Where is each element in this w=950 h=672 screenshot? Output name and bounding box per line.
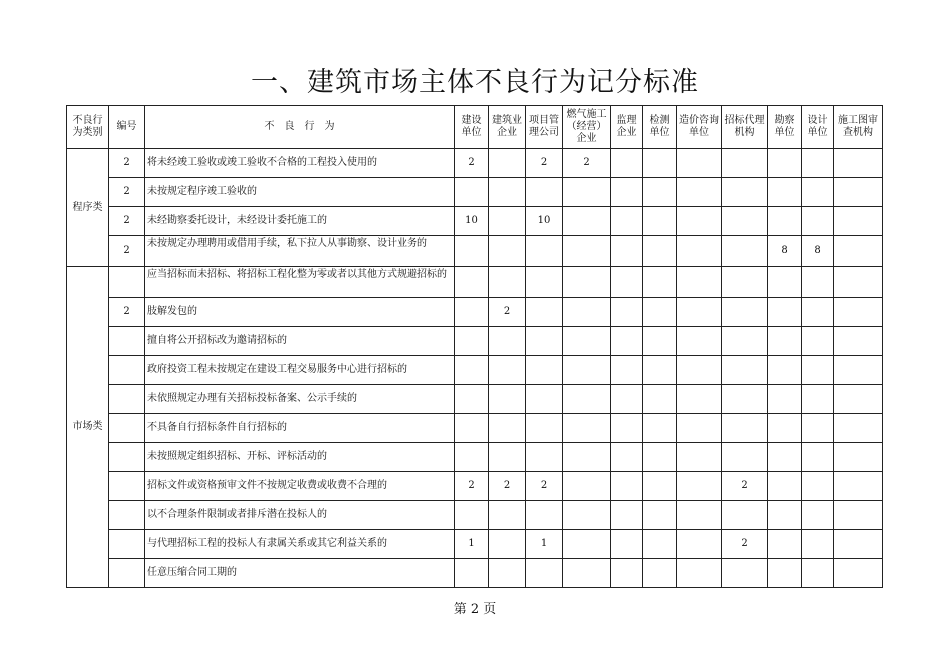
score-cell [722, 559, 768, 588]
behavior-cell: 未按照规定组织招标、开标、评标活动的 [145, 443, 455, 472]
score-cell [563, 298, 611, 327]
table-row [67, 472, 883, 501]
score-cell [526, 178, 563, 207]
score-cell [802, 149, 834, 178]
score-cell [768, 298, 802, 327]
score-cell [834, 207, 883, 236]
score-cell [768, 559, 802, 588]
score-cell [768, 327, 802, 356]
number-cell [109, 356, 145, 385]
score-cell [677, 356, 722, 385]
table-body [67, 149, 883, 588]
score-cell [643, 327, 677, 356]
score-cell [611, 236, 643, 267]
score-cell [489, 356, 526, 385]
score-cell [455, 501, 489, 530]
score-cell [677, 327, 722, 356]
score-cell: 2 [455, 472, 489, 501]
number-cell: 2 [109, 178, 145, 207]
header-col: 施工图审查机构 [834, 106, 883, 149]
score-cell [722, 236, 768, 267]
score-cell [489, 443, 526, 472]
score-cell [643, 501, 677, 530]
score-cell: 10 [526, 207, 563, 236]
header-col: 设计单位 [802, 106, 834, 149]
behavior-cell: 以不合理条件限制或者排斥潜在投标人的 [145, 501, 455, 530]
score-cell: 2 [722, 472, 768, 501]
score-cell [563, 443, 611, 472]
score-cell [834, 356, 883, 385]
score-cell [677, 178, 722, 207]
score-cell [526, 443, 563, 472]
score-cell [834, 149, 883, 178]
score-cell [643, 236, 677, 267]
score-cell [563, 414, 611, 443]
score-cell [802, 501, 834, 530]
score-cell [563, 530, 611, 559]
score-cell: 2 [489, 472, 526, 501]
behavior-cell: 未经勘察委托设计，未经设计委托施工的 [145, 207, 455, 236]
table-row [67, 530, 883, 559]
score-cell [834, 178, 883, 207]
score-cell [677, 501, 722, 530]
number-cell: 2 [109, 236, 145, 267]
score-cell [455, 385, 489, 414]
score-cell [802, 443, 834, 472]
score-cell [643, 298, 677, 327]
header-col: 造价咨询单位 [677, 106, 722, 149]
score-cell [455, 298, 489, 327]
page-number: 第 2 页 [453, 602, 497, 617]
score-cell [455, 327, 489, 356]
score-cell [834, 501, 883, 530]
behavior-cell: 未按规定程序竣工验收的 [145, 178, 455, 207]
score-cell [611, 149, 643, 178]
score-cell [722, 178, 768, 207]
number-cell [109, 385, 145, 414]
score-cell [722, 356, 768, 385]
score-cell [455, 236, 489, 267]
score-cell [722, 443, 768, 472]
score-cell [834, 327, 883, 356]
number-cell [109, 501, 145, 530]
score-cell [802, 559, 834, 588]
behavior-cell: 未依照规定办理有关招标投标备案、公示手续的 [145, 385, 455, 414]
score-cell [768, 178, 802, 207]
number-cell [109, 267, 145, 298]
score-cell [489, 385, 526, 414]
score-cell [677, 298, 722, 327]
score-cell [834, 443, 883, 472]
table-row [67, 207, 883, 236]
number-cell [109, 414, 145, 443]
score-cell [677, 443, 722, 472]
score-cell [489, 267, 526, 298]
score-cell [722, 327, 768, 356]
score-cell [611, 414, 643, 443]
score-cell [802, 207, 834, 236]
score-cell [455, 356, 489, 385]
score-cell [611, 501, 643, 530]
score-cell [722, 267, 768, 298]
score-cell: 2 [526, 149, 563, 178]
score-cell [834, 385, 883, 414]
score-cell: 10 [455, 207, 489, 236]
score-cell [677, 385, 722, 414]
behavior-cell: 肢解发包的 [145, 298, 455, 327]
score-cell [611, 385, 643, 414]
behavior-cell: 不具备自行招标条件自行招标的 [145, 414, 455, 443]
score-cell: 2 [455, 149, 489, 178]
table-row [67, 356, 883, 385]
score-cell [526, 356, 563, 385]
score-cell [489, 236, 526, 267]
score-cell [677, 207, 722, 236]
score-cell: 8 [768, 236, 802, 267]
header-category: 不良行为类别 [67, 106, 109, 149]
score-cell [643, 267, 677, 298]
score-cell [834, 236, 883, 267]
score-cell [643, 472, 677, 501]
score-cell [768, 414, 802, 443]
score-cell [722, 298, 768, 327]
score-cell: 2 [722, 530, 768, 559]
score-cell [802, 298, 834, 327]
page-title: 一、建筑市场主体不良行为记分标准 [251, 67, 699, 98]
number-cell [109, 530, 145, 559]
number-cell [109, 443, 145, 472]
score-cell [834, 530, 883, 559]
score-cell [611, 472, 643, 501]
score-cell [768, 207, 802, 236]
score-cell [643, 385, 677, 414]
score-cell [643, 207, 677, 236]
score-cell [834, 472, 883, 501]
header-col: 勘察单位 [768, 106, 802, 149]
score-cell [611, 530, 643, 559]
score-cell: 1 [455, 530, 489, 559]
score-cell [611, 178, 643, 207]
score-cell [611, 298, 643, 327]
number-cell [109, 559, 145, 588]
score-cell [677, 530, 722, 559]
behavior-cell: 与代理招标工程的投标人有隶属关系或其它利益关系的 [145, 530, 455, 559]
header-col: 建设单位 [455, 106, 489, 149]
score-cell [526, 414, 563, 443]
score-cell [611, 267, 643, 298]
header-col: 监理企业 [611, 106, 643, 149]
score-cell [722, 149, 768, 178]
score-cell [489, 149, 526, 178]
score-cell [489, 559, 526, 588]
score-cell [526, 385, 563, 414]
behavior-cell: 将未经竣工验收或竣工验收不合格的工程投入使用的 [145, 149, 455, 178]
score-cell [611, 207, 643, 236]
score-cell [768, 530, 802, 559]
score-cell [563, 472, 611, 501]
score-cell: 8 [802, 236, 834, 267]
score-cell: 2 [563, 149, 611, 178]
score-cell [563, 559, 611, 588]
score-cell [489, 501, 526, 530]
score-cell [834, 559, 883, 588]
table-row [67, 385, 883, 414]
score-cell [768, 356, 802, 385]
behavior-cell: 未按规定办理聘用或借用手续，私下拉人从事勘察、设计业务的 [145, 236, 455, 267]
score-cell [643, 356, 677, 385]
header-behavior: 不 良 行 为 [145, 106, 455, 149]
number-cell: 2 [109, 207, 145, 236]
score-cell [802, 530, 834, 559]
score-cell [489, 207, 526, 236]
score-cell [526, 501, 563, 530]
score-cell [611, 559, 643, 588]
score-cell [802, 327, 834, 356]
score-cell [643, 443, 677, 472]
table-row [67, 414, 883, 443]
score-cell [722, 414, 768, 443]
number-cell [109, 472, 145, 501]
number-cell [109, 327, 145, 356]
score-cell [643, 149, 677, 178]
scoring-table [66, 105, 883, 588]
score-cell: 2 [489, 298, 526, 327]
category-cell: 程序类 [67, 149, 109, 267]
table-row [67, 298, 883, 327]
score-cell [677, 149, 722, 178]
score-cell [677, 414, 722, 443]
behavior-cell: 任意压缩合同工期的 [145, 559, 455, 588]
score-cell [455, 178, 489, 207]
score-cell [802, 267, 834, 298]
header-col: 项目管理公司 [526, 106, 563, 149]
score-cell [526, 298, 563, 327]
score-cell [768, 443, 802, 472]
score-cell [768, 149, 802, 178]
table-row [67, 267, 883, 298]
score-cell [802, 385, 834, 414]
header-col: 检测单位 [643, 106, 677, 149]
score-cell [489, 327, 526, 356]
table-row [67, 443, 883, 472]
score-cell [643, 178, 677, 207]
table-row [67, 236, 883, 267]
behavior-cell: 应当招标而未招标、将招标工程化整为零或者以其他方式规避招标的 [145, 267, 455, 298]
score-cell [802, 472, 834, 501]
header-col: 建筑业企业 [489, 106, 526, 149]
score-cell [834, 414, 883, 443]
score-cell [563, 385, 611, 414]
score-cell [834, 267, 883, 298]
number-cell: 2 [109, 149, 145, 178]
score-cell [563, 267, 611, 298]
score-cell [722, 207, 768, 236]
score-cell [643, 559, 677, 588]
table-row [67, 501, 883, 530]
score-cell [563, 356, 611, 385]
category-cell: 市场类 [67, 267, 109, 588]
score-cell [768, 385, 802, 414]
behavior-cell: 政府投资工程未按规定在建设工程交易服务中心进行招标的 [145, 356, 455, 385]
score-cell [611, 327, 643, 356]
score-cell [526, 236, 563, 267]
score-cell [455, 267, 489, 298]
score-cell [489, 414, 526, 443]
score-cell [722, 385, 768, 414]
score-cell [563, 178, 611, 207]
score-cell [489, 530, 526, 559]
score-cell [526, 267, 563, 298]
score-cell [768, 472, 802, 501]
score-cell [677, 267, 722, 298]
score-cell [643, 530, 677, 559]
table-row [67, 149, 883, 178]
score-cell [489, 178, 526, 207]
score-cell [611, 356, 643, 385]
table-row [67, 559, 883, 588]
score-cell [768, 267, 802, 298]
header-row [67, 106, 883, 149]
score-cell: 1 [526, 530, 563, 559]
score-cell [677, 559, 722, 588]
score-cell [802, 178, 834, 207]
score-cell [563, 501, 611, 530]
score-cell [834, 298, 883, 327]
score-cell [677, 236, 722, 267]
score-cell [643, 414, 677, 443]
header-col: 招标代理机构 [722, 106, 768, 149]
score-cell [455, 414, 489, 443]
score-cell [677, 472, 722, 501]
score-cell [563, 207, 611, 236]
score-cell [722, 501, 768, 530]
score-cell [563, 327, 611, 356]
score-cell [526, 327, 563, 356]
score-cell [802, 356, 834, 385]
header-col: 燃气施工（经营）企业 [563, 106, 611, 149]
score-cell: 2 [526, 472, 563, 501]
table-row [67, 327, 883, 356]
score-cell [526, 559, 563, 588]
score-cell [768, 501, 802, 530]
number-cell: 2 [109, 298, 145, 327]
score-cell [802, 414, 834, 443]
score-cell [611, 443, 643, 472]
score-cell [455, 443, 489, 472]
header-number: 编号 [109, 106, 145, 149]
score-cell [563, 236, 611, 267]
score-cell [455, 559, 489, 588]
behavior-cell: 擅自将公开招标改为邀请招标的 [145, 327, 455, 356]
table-row [67, 178, 883, 207]
behavior-cell: 招标文件或资格预审文件不按规定收费或收费不合理的 [145, 472, 455, 501]
